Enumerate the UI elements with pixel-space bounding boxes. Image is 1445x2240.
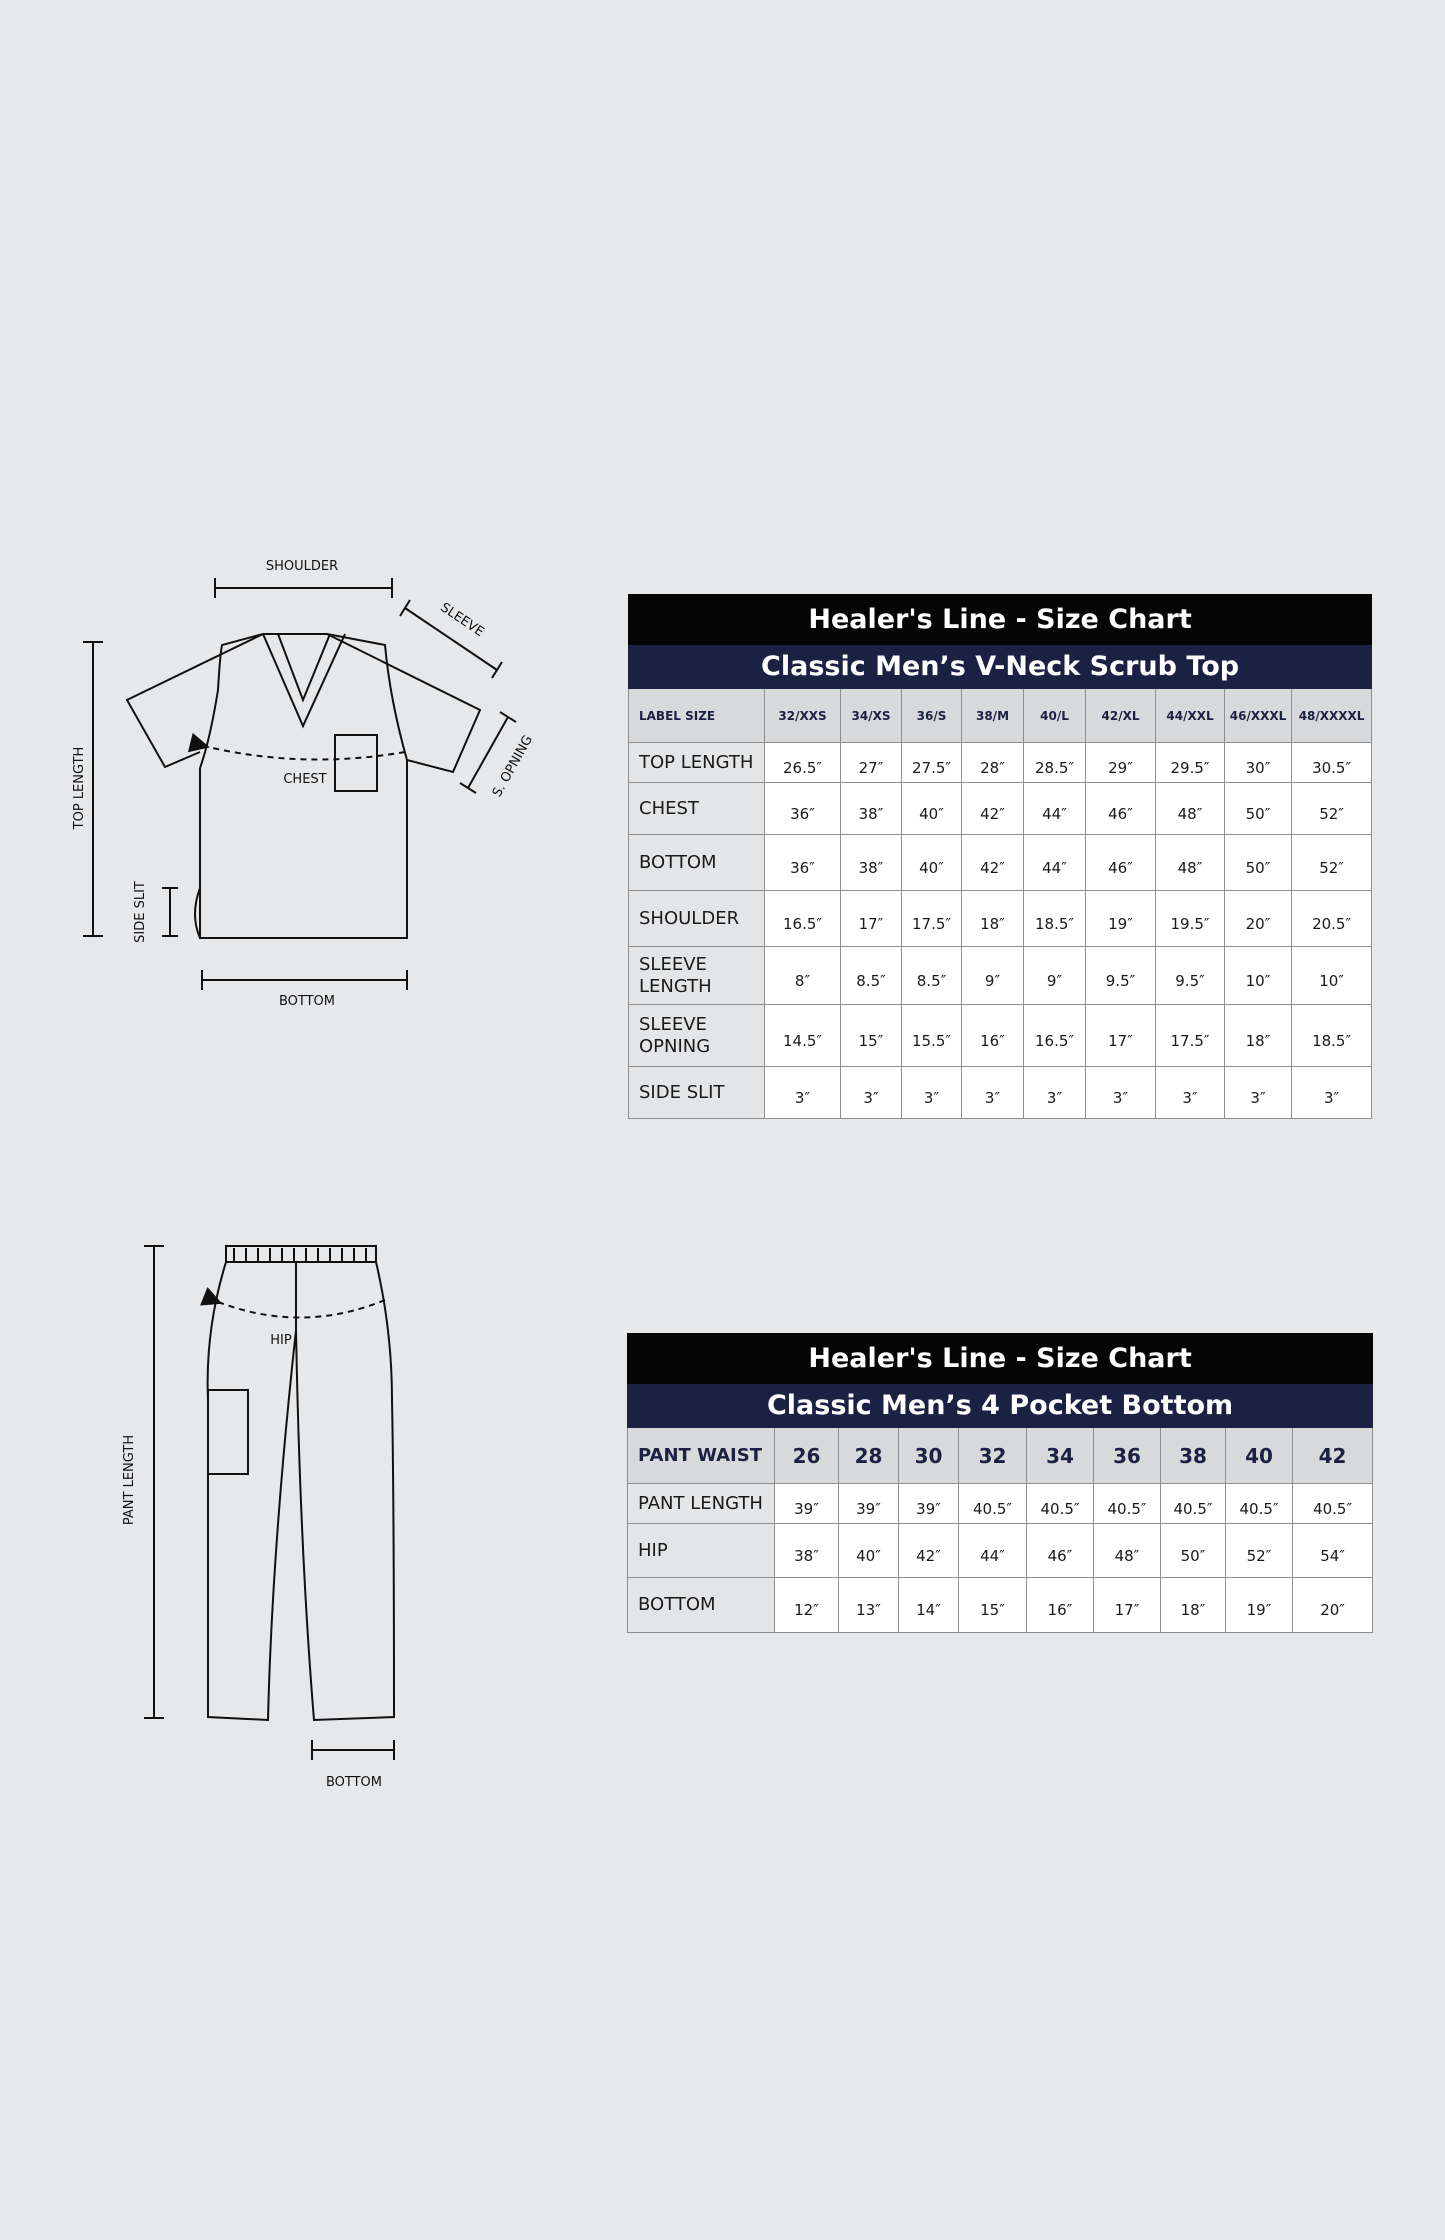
cell-value: 40.5″ — [959, 1484, 1027, 1524]
cell-value: 36″ — [765, 783, 841, 835]
size-header: 38/M — [962, 689, 1024, 743]
row-label: SLEEVE OPNING — [629, 1005, 765, 1067]
row-label: PANT LENGTH — [628, 1484, 775, 1524]
cell-value: 40.5″ — [1226, 1484, 1293, 1524]
cell-value: 3″ — [962, 1067, 1024, 1119]
row-label: SLEEVE LENGTH — [629, 947, 765, 1005]
cell-value: 3″ — [1086, 1067, 1156, 1119]
cell-value: 42″ — [899, 1524, 959, 1578]
cell-value: 15.5″ — [902, 1005, 962, 1067]
cell-value: 10″ — [1225, 947, 1292, 1005]
cell-value: 40″ — [902, 783, 962, 835]
cell-value: 48″ — [1094, 1524, 1161, 1578]
cell-value: 42″ — [962, 835, 1024, 891]
row-label: CHEST — [629, 783, 765, 835]
top-chart-title: Healer's Line - Size Chart — [629, 595, 1372, 645]
table-row — [629, 1005, 1372, 1067]
cell-value: 44″ — [1024, 835, 1086, 891]
size-header: 42/XL — [1086, 689, 1156, 743]
row-label: SHOULDER — [629, 891, 765, 947]
cell-value: 3″ — [1225, 1067, 1292, 1119]
cell-value: 14″ — [899, 1578, 959, 1633]
cell-value: 44″ — [959, 1524, 1027, 1578]
cell-value: 38″ — [841, 835, 902, 891]
cell-value: 9″ — [962, 947, 1024, 1005]
chest-label: CHEST — [283, 772, 327, 787]
cell-value: 29″ — [1086, 743, 1156, 783]
hip-measure-line — [213, 1300, 385, 1318]
cell-value: 38″ — [775, 1524, 839, 1578]
cell-value: 14.5″ — [765, 1005, 841, 1067]
cell-value: 40.5″ — [1094, 1484, 1161, 1524]
size-header: 48/XXXXL — [1292, 689, 1372, 743]
s-opening-label: S. OPNING — [489, 732, 536, 800]
cell-value: 48″ — [1156, 783, 1225, 835]
cell-value: 12″ — [775, 1578, 839, 1633]
pant-waist-header: PANT WAIST — [628, 1428, 775, 1484]
row-label: SIDE SLIT — [629, 1067, 765, 1119]
cell-value: 19″ — [1226, 1578, 1293, 1633]
cell-value: 3″ — [1024, 1067, 1086, 1119]
cell-value: 40″ — [902, 835, 962, 891]
cell-value: 16.5″ — [1024, 1005, 1086, 1067]
size-header: 34 — [1027, 1428, 1094, 1484]
cell-value: 17.5″ — [1156, 1005, 1225, 1067]
size-header: 46/XXXL — [1225, 689, 1292, 743]
cell-value: 40″ — [839, 1524, 899, 1578]
cell-value: 36″ — [765, 835, 841, 891]
pants-outline — [208, 1246, 394, 1720]
table-row — [628, 1484, 1373, 1524]
cell-value: 54″ — [1293, 1524, 1373, 1578]
cell-value: 39″ — [839, 1484, 899, 1524]
cell-value: 16″ — [962, 1005, 1024, 1067]
hip-label: HIP — [270, 1333, 292, 1348]
cell-value: 28″ — [962, 743, 1024, 783]
cell-value: 3″ — [1156, 1067, 1225, 1119]
size-header: 36/S — [902, 689, 962, 743]
cell-value: 18″ — [1225, 1005, 1292, 1067]
cell-value: 50″ — [1161, 1524, 1226, 1578]
cell-value: 18.5″ — [1292, 1005, 1372, 1067]
size-header: 30 — [899, 1428, 959, 1484]
cell-value: 50″ — [1225, 835, 1292, 891]
sleeve-label: SLEEVE — [437, 600, 487, 641]
cell-value: 15″ — [959, 1578, 1027, 1633]
table-row — [629, 835, 1372, 891]
cell-value: 17″ — [1086, 1005, 1156, 1067]
row-label: BOTTOM — [628, 1578, 775, 1633]
size-header: 26 — [775, 1428, 839, 1484]
pants-diagram — [0, 1200, 560, 2240]
table-row — [629, 1067, 1372, 1119]
cell-value: 8.5″ — [841, 947, 902, 1005]
cell-value: 39″ — [775, 1484, 839, 1524]
cell-value: 3″ — [902, 1067, 962, 1119]
cell-value: 27″ — [841, 743, 902, 783]
cell-value: 10″ — [1292, 947, 1372, 1005]
table-row — [629, 783, 1372, 835]
size-header: 28 — [839, 1428, 899, 1484]
cell-value: 40.5″ — [1027, 1484, 1094, 1524]
cell-value: 19″ — [1086, 891, 1156, 947]
top-chart-subtitle: Classic Men’s V-Neck Scrub Top — [629, 645, 1372, 689]
cell-value: 38″ — [841, 783, 902, 835]
cell-value: 17.5″ — [902, 891, 962, 947]
cell-value: 28.5″ — [1024, 743, 1086, 783]
cell-value: 30.5″ — [1292, 743, 1372, 783]
pant-length-label: PANT LENGTH — [122, 1434, 137, 1526]
top-length-label: TOP LENGTH — [72, 746, 87, 830]
cell-value: 3″ — [841, 1067, 902, 1119]
table-row — [629, 743, 1372, 783]
size-header: 40 — [1226, 1428, 1293, 1484]
table-row — [628, 1524, 1373, 1578]
bottom-chart-subtitle: Classic Men’s 4 Pocket Bottom — [628, 1384, 1373, 1428]
cell-value: 50″ — [1225, 783, 1292, 835]
cell-value: 18″ — [962, 891, 1024, 947]
cell-value: 40.5″ — [1161, 1484, 1226, 1524]
side-slit-label: SIDE SLIT — [133, 881, 148, 943]
cell-value: 3″ — [765, 1067, 841, 1119]
size-header: 42 — [1293, 1428, 1373, 1484]
table-row — [629, 891, 1372, 947]
bottom-chart-title: Healer's Line - Size Chart — [628, 1334, 1373, 1384]
shoulder-label: SHOULDER — [265, 559, 339, 574]
size-header: 44/XXL — [1156, 689, 1225, 743]
label-size-header: LABEL SIZE — [629, 689, 765, 743]
cell-value: 26.5″ — [765, 743, 841, 783]
size-header: 38 — [1161, 1428, 1226, 1484]
cell-value: 20″ — [1225, 891, 1292, 947]
chest-measure-line — [200, 745, 405, 760]
cell-value: 42″ — [962, 783, 1024, 835]
cell-value: 9.5″ — [1156, 947, 1225, 1005]
top-size-chart — [628, 594, 1372, 1119]
cell-value: 27.5″ — [902, 743, 962, 783]
row-label: BOTTOM — [629, 835, 765, 891]
cell-value: 40.5″ — [1293, 1484, 1373, 1524]
cell-value: 44″ — [1024, 783, 1086, 835]
table-row — [629, 947, 1372, 1005]
bottom-label: BOTTOM — [278, 994, 336, 1009]
table-row — [628, 1578, 1373, 1633]
cell-value: 20.5″ — [1292, 891, 1372, 947]
cell-value: 9.5″ — [1086, 947, 1156, 1005]
size-header: 40/L — [1024, 689, 1086, 743]
cell-value: 48″ — [1156, 835, 1225, 891]
row-label: TOP LENGTH — [629, 743, 765, 783]
cell-value: 30″ — [1225, 743, 1292, 783]
cell-value: 18″ — [1161, 1578, 1226, 1633]
cell-value: 52″ — [1292, 783, 1372, 835]
size-header: 36 — [1094, 1428, 1161, 1484]
row-label: HIP — [628, 1524, 775, 1578]
cell-value: 52″ — [1226, 1524, 1293, 1578]
cell-value: 3″ — [1292, 1067, 1372, 1119]
size-header: 34/XS — [841, 689, 902, 743]
cell-value: 39″ — [899, 1484, 959, 1524]
cell-value: 16.5″ — [765, 891, 841, 947]
size-header: 32 — [959, 1428, 1027, 1484]
cell-value: 9″ — [1024, 947, 1086, 1005]
cell-value: 13″ — [839, 1578, 899, 1633]
cell-value: 16″ — [1027, 1578, 1094, 1633]
cell-value: 18.5″ — [1024, 891, 1086, 947]
pants-bottom-label: BOTTOM — [325, 1775, 383, 1790]
cell-value: 19.5″ — [1156, 891, 1225, 947]
cell-value: 20″ — [1293, 1578, 1373, 1633]
cell-value: 15″ — [841, 1005, 902, 1067]
bottom-size-chart — [627, 1333, 1373, 1633]
cell-value: 17″ — [841, 891, 902, 947]
cell-value: 8″ — [765, 947, 841, 1005]
scrub-top-diagram — [0, 0, 560, 1040]
cell-value: 46″ — [1086, 835, 1156, 891]
cell-value: 46″ — [1086, 783, 1156, 835]
cell-value: 29.5″ — [1156, 743, 1225, 783]
cell-value: 52″ — [1292, 835, 1372, 891]
cell-value: 17″ — [1094, 1578, 1161, 1633]
cell-value: 8.5″ — [902, 947, 962, 1005]
cell-value: 46″ — [1027, 1524, 1094, 1578]
size-header: 32/XXS — [765, 689, 841, 743]
